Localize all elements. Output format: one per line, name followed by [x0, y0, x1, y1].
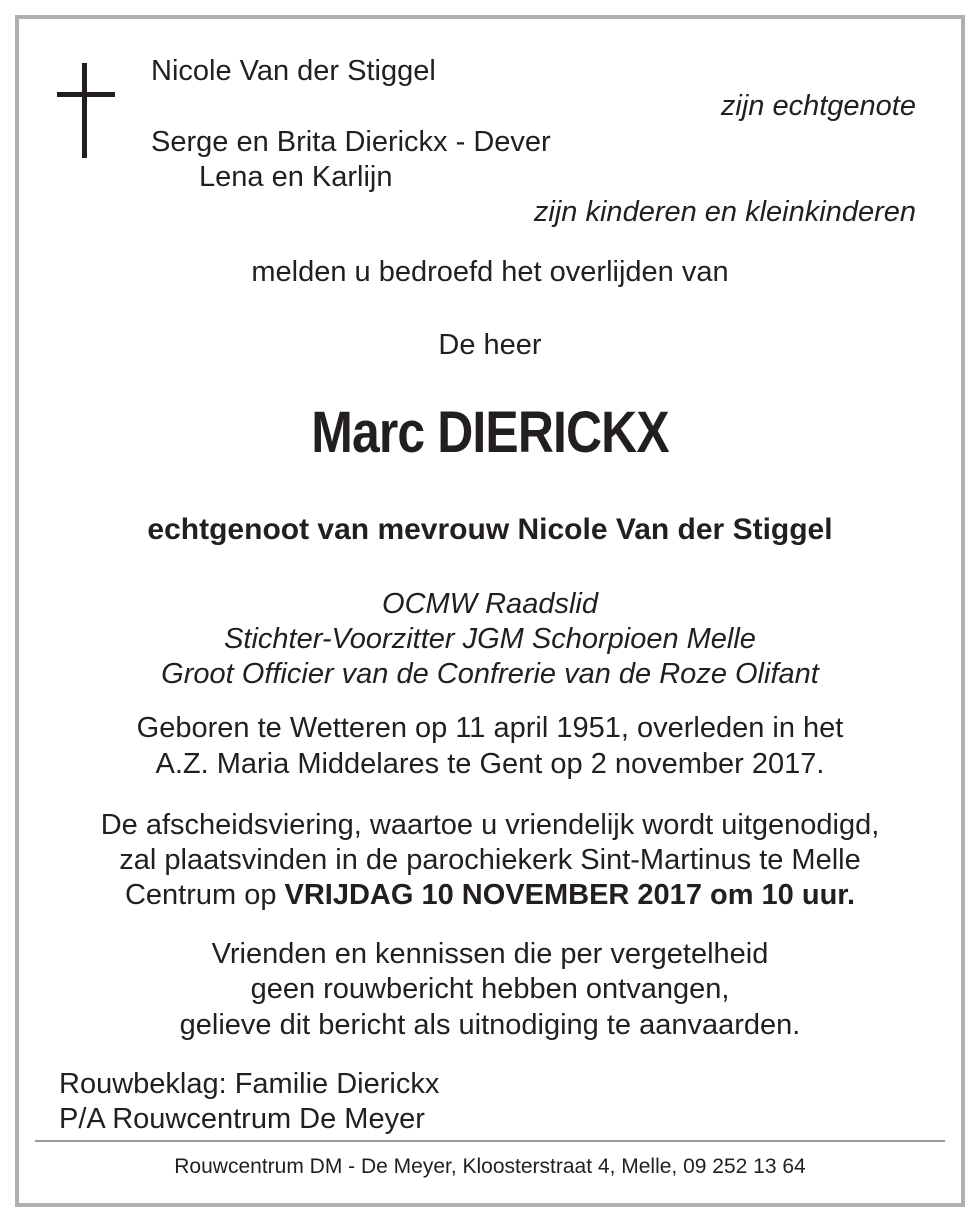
cross-icon — [57, 60, 115, 160]
ceremony-prefix: Centrum op — [124, 879, 285, 911]
family-line-grandchildren: Lena en Karlijn — [199, 161, 393, 193]
condolence-line: Rouwbeklag: Familie Dierickx — [59, 1068, 440, 1100]
invitation-line: gelieve dit bericht als uitnodiging te aanvaarden. — [179, 1009, 801, 1041]
ceremony-date: VRIJDAG 10 NOVEMBER 2017 om 10 uur. — [284, 879, 856, 911]
title-line: Stichter-Voorzitter JGM Schorpioen Melle — [224, 623, 756, 655]
family-role-spouse: zijn echtgenote — [720, 90, 916, 122]
condolence-line: P/A Rouwcentrum De Meyer — [59, 1103, 425, 1135]
ceremony-line: De afscheidsviering, waartoe u vriendelijk wordt uitgenodigd, — [100, 809, 880, 841]
family-line-children: Serge en Brita Dierickx - Dever — [151, 126, 551, 158]
family-role-children: zijn kinderen en kleinkinderen — [533, 196, 916, 228]
title-line: Groot Officier van de Confrerie van de Roze Olifant — [161, 658, 819, 690]
ceremony-line-date — [0, 878, 980, 913]
intro-text: melden u bedroefd het overlijden van — [251, 256, 729, 288]
deceased-name: Marc DIERICKX — [311, 400, 669, 465]
footer-address: Rouwcentrum DM - De Meyer, Kloosterstraat 4, Melle, 09 252 13 64 — [174, 1155, 806, 1178]
invitation-line: Vrienden en kennissen die per vergetelheid — [211, 938, 769, 970]
invitation-line: geen rouwbericht hebben ontvangen, — [250, 973, 730, 1005]
footer-divider — [35, 1140, 945, 1142]
birth-death-line: A.Z. Maria Middelares te Gent op 2 november 2017. — [155, 748, 825, 780]
birth-death-line: Geboren te Wetteren op 11 april 1951, overleden in het — [136, 712, 844, 744]
spouse-line: echtgenoot van mevrouw Nicole Van der Stiggel — [147, 513, 833, 546]
family-line-spouse: Nicole Van der Stiggel — [151, 55, 436, 87]
title-line: OCMW Raadslid — [382, 588, 598, 620]
ceremony-line: zal plaatsvinden in de parochiekerk Sint-Martinus te Melle — [119, 844, 861, 876]
honorific: De heer — [438, 329, 542, 361]
